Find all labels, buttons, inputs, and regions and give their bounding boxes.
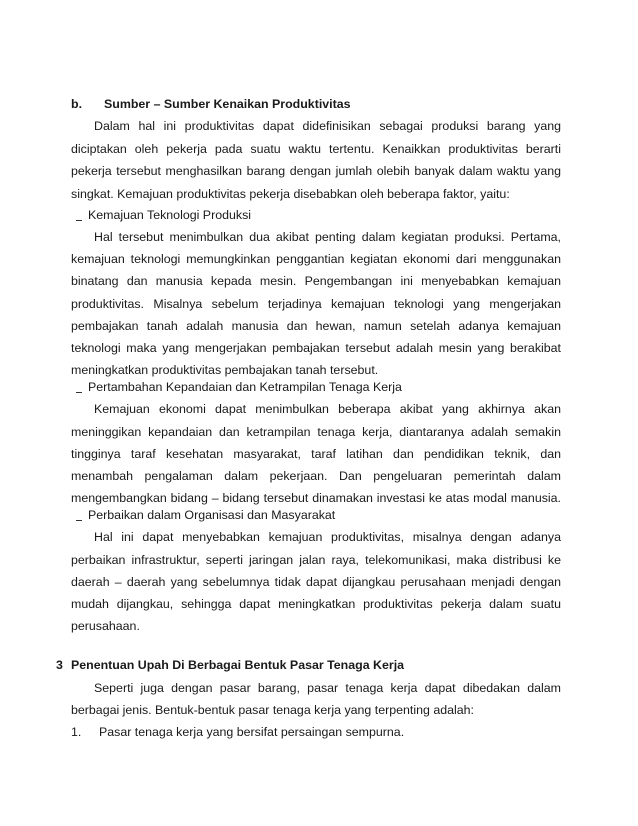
paragraph-line: tingginya taraf kesehatan masyarakat, taraf latihan dan pendidikan teknik, dan: [71, 447, 561, 461]
section-b-title: Sumber – Sumber Kenaikan Produktivitas: [104, 97, 351, 111]
section-b-marker: b.: [71, 97, 83, 111]
list-item-marker: 1.: [71, 725, 82, 739]
paragraph-line: menambah pengalaman dalam pekerjaan. Dan pengeluaran pemerintah dalam: [71, 469, 561, 483]
paragraph-line: berbagai jenis. Bentuk-bentuk pasar tenaga kerja yang terpenting adalah:: [71, 703, 474, 717]
paragraph-line: diciptakan oleh pekerja pada suatu waktu tertentu. Kenaikkan produktivitas berarti: [71, 142, 561, 156]
factor-heading: Perbaikan dalam Organisasi dan Masyarakat: [88, 508, 336, 522]
paragraph-line: pembajakan tanah adalah manusia dan hewan, namun setelah adanya kemajuan: [71, 319, 561, 333]
paragraph-line: perbaikan infrastruktur, seperti jaringan jalan raya, telekomunikasi, maka distribusi ke: [71, 553, 561, 567]
section-3-number: 3: [56, 658, 63, 672]
paragraph-line: Dalam hal ini produktivitas dapat didefinisikan sebagai produksi barang yang: [94, 119, 561, 133]
section-3-title: Penentuan Upah Di Berbagai Bentuk Pasar Tenaga Kerja: [71, 658, 405, 672]
paragraph-line: mudah dijangkau, sehingga dapat meningkatkan produktivitas pekerja dalam suatu: [71, 597, 561, 611]
bullet-dash-icon: [76, 392, 82, 393]
bullet-dash-icon: [76, 220, 82, 221]
paragraph-line: perusahaan.: [71, 619, 140, 633]
paragraph-line: teknologi maka yang mengerjakan pembajakan tersebut adalah mesin yang berakibat: [71, 341, 561, 355]
paragraph-line: binatang dan manusia kepada mesin. Pengembangan ini menyebabkan kemajuan: [71, 274, 561, 288]
list-item: Pasar tenaga kerja yang bersifat persaingan sempurna.: [99, 725, 405, 739]
paragraph-line: daerah – daerah yang sebelumnya tidak dapat dijangkau perusahaan menjadi dengan: [71, 575, 561, 589]
paragraph-line: Seperti juga dengan pasar barang, pasar tenaga kerja dapat dibedakan dalam: [94, 681, 561, 695]
paragraph-line: meningkatkan produktivitas pembajakan tanah tersebut.: [71, 363, 379, 377]
paragraph-line: Kemajuan ekonomi dapat menimbulkan beberapa akibat yang akhirnya akan: [94, 402, 561, 416]
paragraph-line: Hal ini dapat menyebabkan kemajuan produktivitas, misalnya dengan adanya: [94, 530, 561, 544]
paragraph-line: pekerja tersebut menghasilkan barang dengan jumlah olebih banyak dalam waktu yang: [71, 164, 561, 178]
paragraph-line: mengembangkan bidang – bidang tersebut dinamakan investasi ke atas modal manusia.: [71, 491, 561, 505]
bullet-dash-icon: [76, 520, 82, 521]
paragraph-line: kemajuan teknologi memungkinkan penggantian kegiatan ekonomi dari menggunakan: [71, 252, 561, 266]
paragraph-line: singkat. Kemajuan produktivitas pekerja disebabkan oleh beberapa faktor, yaitu:: [71, 187, 510, 201]
factor-heading: Kemajuan Teknologi Produksi: [88, 208, 252, 222]
paragraph-line: Hal tersebut menimbulkan dua akibat penting dalam kegiatan produksi. Pertama,: [94, 230, 561, 244]
factor-heading: Pertambahan Kepandaian dan Ketrampilan Tenaga Kerja: [88, 380, 402, 394]
paragraph-line: meninggikan kepandaian dan ketrampilan tenaga kerja, diantaranya adalah semakin: [71, 425, 561, 439]
paragraph-line: produktivitas. Misalnya sebelum terjadinya kemajuan teknologi yang mengerjakan: [71, 297, 561, 311]
